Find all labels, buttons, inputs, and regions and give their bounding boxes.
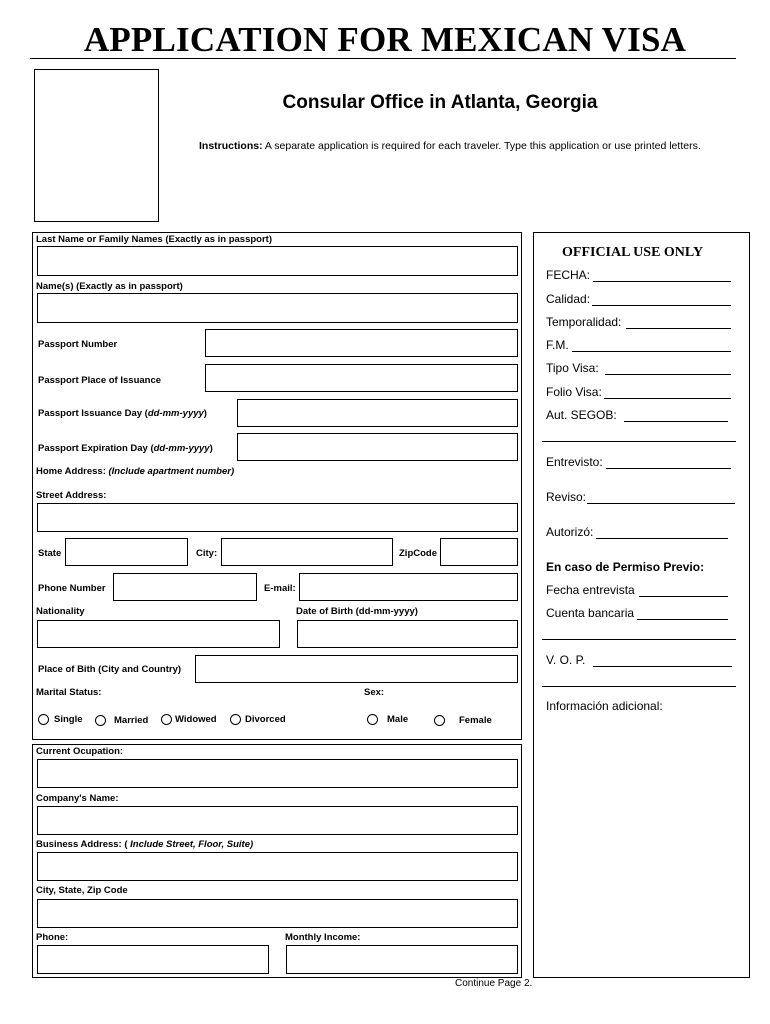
form-subtitle: Consular Office in Atlanta, Georgia: [282, 92, 598, 113]
married-label: Married: [114, 715, 149, 726]
cuenta-bancaria-line: [637, 619, 728, 620]
title-underline: [30, 58, 736, 59]
instructions: [199, 140, 701, 152]
cuenta-bancaria-label: Cuenta bancaria: [546, 606, 635, 620]
nationality-label: Nationality: [36, 606, 85, 617]
phone-number-field[interactable]: [113, 573, 257, 601]
permiso-previo-heading: En caso de Permiso Previo:: [546, 560, 705, 574]
folio-visa-line: [604, 398, 731, 399]
home-address-label: [36, 466, 234, 477]
occupation-field[interactable]: [37, 759, 518, 788]
phone-number-label: Phone Number: [38, 583, 106, 594]
business-address-label: [36, 839, 253, 850]
widowed-label: Widowed: [175, 714, 217, 725]
business-address-text: Business Address: (: [36, 839, 128, 850]
sex-label: Sex:: [364, 687, 385, 698]
folio-visa-label: Folio Visa:: [546, 385, 602, 399]
vop-line: [593, 666, 732, 667]
business-phone-label: Phone:: [36, 932, 69, 943]
fecha-entrevista-label: Fecha entrevista: [546, 583, 635, 597]
email-label: E-mail:: [264, 583, 296, 594]
autorizo-line: [596, 538, 728, 539]
official-divider-1: [542, 441, 736, 442]
passport-number-label: Passport Number: [38, 339, 118, 350]
reviso-line: [587, 503, 735, 504]
married-radio[interactable]: [95, 715, 106, 726]
aut-segob-line: [624, 421, 728, 422]
official-use-title: OFFICIAL USE ONLY: [562, 245, 704, 260]
names-label: Name(s) (Exactly as in passport): [36, 281, 183, 292]
tipo-visa-label: Tipo Visa:: [546, 361, 599, 375]
expiration-day-label: [38, 443, 213, 454]
passport-number-field[interactable]: [205, 329, 518, 357]
city-state-zip-label: City, State, Zip Code: [36, 885, 128, 896]
expiration-day-format: dd-mm-yyyy: [153, 443, 210, 454]
state-label: State: [38, 548, 62, 559]
monthly-income-field[interactable]: [286, 945, 518, 974]
fecha-entrevista-line: [639, 596, 728, 597]
company-name-label: Company's Name:: [36, 793, 119, 804]
email-field[interactable]: [299, 573, 518, 601]
fm-label: F.M.: [546, 338, 569, 352]
expiration-day-text: Passport Expiration Day (: [38, 443, 154, 454]
last-name-label: Last Name or Family Names (Exactly as in passport): [36, 234, 273, 245]
continue-page-note: Continue Page 2.: [455, 978, 533, 989]
female-radio[interactable]: [434, 715, 445, 726]
company-name-field[interactable]: [37, 806, 518, 835]
city-field[interactable]: [221, 538, 393, 566]
aut-segob-label: Aut. SEGOB:: [546, 408, 617, 422]
divorced-radio[interactable]: [230, 714, 241, 725]
reviso-label: Reviso:: [546, 490, 587, 504]
home-address-note: (Include apartment number): [108, 466, 235, 477]
instructions-text: A separate application is required for each traveler. Type this application or use printed letters.: [262, 140, 701, 152]
home-address-text: Home Address:: [36, 466, 106, 477]
fecha-label: FECHA:: [546, 268, 591, 282]
male-label: Male: [387, 714, 409, 725]
passport-place-label: Passport Place of Issuance: [38, 375, 162, 386]
single-label: Single: [54, 714, 83, 725]
names-field[interactable]: [37, 293, 518, 323]
fm-line: [572, 351, 731, 352]
business-address-field[interactable]: [37, 852, 518, 881]
official-divider-2: [542, 639, 736, 640]
nationality-field[interactable]: [37, 620, 280, 648]
temporalidad-label: Temporalidad:: [546, 315, 622, 329]
business-phone-field[interactable]: [37, 945, 269, 974]
official-divider-3: [542, 686, 736, 687]
date-of-birth-field[interactable]: [297, 620, 518, 648]
occupation-label: Current Ocupation:: [36, 746, 124, 757]
autorizo-label: Autorizó:: [546, 525, 594, 539]
business-address-note: Include Street, Floor, Suite): [127, 839, 254, 850]
zipcode-label: ZipCode: [399, 548, 437, 559]
last-name-field[interactable]: [37, 246, 518, 276]
expiration-day-field[interactable]: [237, 433, 518, 461]
issuance-day-text: Passport Issuance Day (: [38, 408, 148, 419]
tipo-visa-line: [605, 374, 731, 375]
city-state-zip-field[interactable]: [37, 899, 518, 928]
female-label: Female: [459, 715, 492, 726]
calidad-line: [592, 305, 731, 306]
monthly-income-label: Monthly Income:: [285, 932, 361, 943]
entrevisto-line: [606, 468, 731, 469]
informacion-adicional-label: Información adicional:: [546, 699, 663, 713]
calidad-label: Calidad:: [546, 292, 591, 306]
issuance-day-field[interactable]: [237, 399, 518, 427]
form-title: APPLICATION FOR MEXICAN VISA: [83, 20, 687, 59]
issuance-day-paren: ): [203, 408, 207, 419]
street-address-field[interactable]: [37, 503, 518, 532]
fecha-line: [593, 281, 731, 282]
date-of-birth-label: Date of Birth (dd-mm-yyyy): [296, 606, 418, 617]
entrevisto-label: Entrevisto:: [546, 455, 603, 469]
divorced-label: Divorced: [245, 714, 286, 725]
instructions-label: Instructions:: [199, 140, 263, 152]
place-of-birth-field[interactable]: [195, 655, 518, 683]
expiration-day-paren: ): [209, 443, 213, 454]
issuance-day-label: [38, 408, 207, 419]
state-field[interactable]: [65, 538, 188, 566]
passport-place-field[interactable]: [205, 364, 518, 392]
zipcode-field[interactable]: [440, 538, 518, 566]
single-radio[interactable]: [38, 714, 49, 725]
city-label: City:: [196, 548, 218, 559]
place-of-birth-label: Place of Bith (City and Country): [38, 664, 182, 675]
vop-label: V. O. P.: [546, 653, 586, 667]
temporalidad-line: [626, 328, 731, 329]
male-radio[interactable]: [367, 714, 378, 725]
street-address-label: Street Address:: [36, 490, 107, 501]
marital-status-label: Marital Status:: [36, 687, 102, 698]
issuance-day-format: dd-mm-yyyy: [147, 408, 204, 419]
widowed-radio[interactable]: [161, 714, 172, 725]
